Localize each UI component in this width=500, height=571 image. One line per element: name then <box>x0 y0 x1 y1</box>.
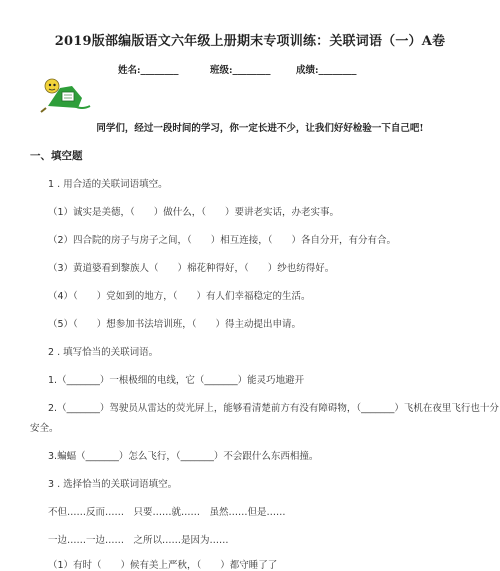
question-1-item: （2）四合院的房子与房子之间，（ ）相互连接，（ ）各自分开，有分有合。 <box>48 235 397 246</box>
question-1-item: （3）黄道婆看到黎族人（ ）棉花种得好，（ ）纱也纺得好。 <box>48 263 335 274</box>
intro-text: 同学们，经过一段时间的学习，你一定长进不少，让我们好好检验一下自己吧! <box>96 123 424 134</box>
question-1-item: （4）（ ）党如到的地方，（ ）有人们幸福稳定的生活。 <box>48 291 311 302</box>
question-3-heading: 3 . 选择恰当的关联词语填空。 <box>48 479 178 490</box>
question-2-item-continued: 安全。 <box>30 423 59 434</box>
question-2-heading: 2 . 填写恰当的关联词语。 <box>48 347 159 358</box>
class-field-label: 班级:________ <box>210 65 271 76</box>
score-field-label: 成绩:________ <box>296 65 357 76</box>
question-2-item: 3.蝙蝠（_______）怎么飞行，（_______）不会跟什么东西相撞。 <box>48 451 319 462</box>
question-3-options: 一边……一边…… 之所以……是因为…… <box>48 535 229 546</box>
question-1-heading: 1 . 用合适的关联词语填空。 <box>48 179 168 190</box>
question-1-item: （1）诚实是美德，（ ）做什么，（ ）要讲老实话，办老实事。 <box>48 207 340 218</box>
question-2-item: 2.（_______）驾驶员从雷达的荧光屏上，能够看清楚前方有没有障碍物，（_______）飞机在夜里飞行也十分 <box>48 403 499 414</box>
name-field-label: 姓名:________ <box>118 65 179 76</box>
section-heading-fill-blank: 一、填空题 <box>30 150 83 162</box>
question-3-item: （1）有时（ ）候有美上严秋，（ ）都守睡了了 <box>48 560 278 571</box>
question-3-options: 不但……反而…… 只要……就…… 虽然……但是…… <box>48 507 286 518</box>
mascot-illustration-icon <box>38 76 92 114</box>
question-2-item: 1.（_______）一根极细的电线，它（_______）能灵巧地避开 <box>48 375 305 386</box>
page-title: 2019版部编版语文六年级上册期末专项训练：关联词语（一）A卷 <box>54 34 446 49</box>
question-1-item: （5）（ ）想参加书法培训班，（ ）得主动提出申请。 <box>48 319 302 330</box>
